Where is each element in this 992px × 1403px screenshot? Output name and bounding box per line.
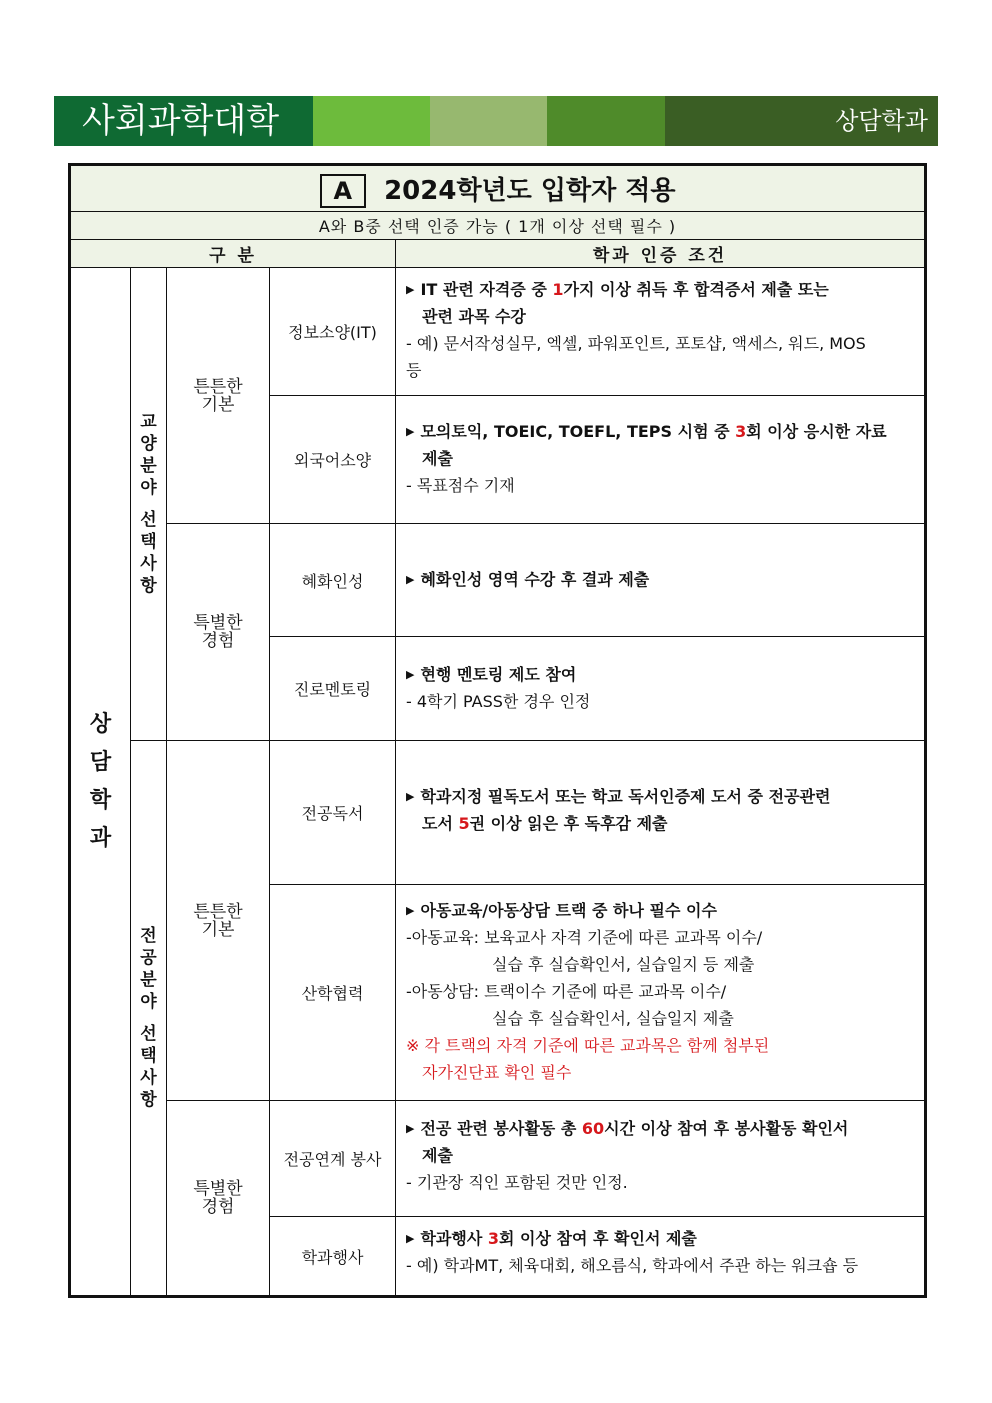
condition-it: ▶ IT 관련 자격증 중 1가지 이상 취득 후 합격증서 제출 또는 관련 과목 수강 - 예) 문서작성실무, 엑셀, 파워포인트, 포토샵, 액세스, 워드, MOS 등 bbox=[396, 268, 926, 396]
condition-industry-cooperation: ▶ 아동교육/아동상담 트랙 중 하나 필수 이수 -아동교육: 보육교사 자격 기준에 따른 교과목 이수/ 실습 후 실습확인서, 실습일지 등 제출 -아동상담: 트랙이수 기준에 따른 교과목 이수/ 실습 후 실습확인서, 실습일지 제출 ※ 각 트랙의 자격 기준에 따른 교과목은 함께 첨부된 자가진단표 확인 필수 bbox=[396, 885, 926, 1101]
item-volunteer: 전공연계 봉사 bbox=[270, 1101, 396, 1217]
college-title: 사회과학대학 bbox=[54, 96, 313, 146]
condition-major-reading: ▶ 학과지정 필독도서 또는 학교 독서인증제 도서 중 전공관련 도서 5권 이상 읽은 후 독후감 제출 bbox=[396, 741, 926, 885]
item-dept-event: 학과행사 bbox=[270, 1217, 396, 1297]
bullet-arrow-icon: ▶ bbox=[406, 425, 415, 438]
bullet-arrow-icon: ▶ bbox=[406, 283, 415, 296]
title-text: 2024학년도 입학자 적용 bbox=[384, 175, 676, 206]
banner-stripe bbox=[547, 96, 665, 146]
banner-stripe bbox=[430, 96, 547, 146]
condition-hyehwa: ▶ 혜화인성 영역 수강 후 결과 제출 bbox=[396, 524, 926, 637]
bullet-arrow-icon: ▶ bbox=[406, 668, 415, 681]
category-basic: 튼튼한 기본 bbox=[167, 268, 270, 524]
item-industry-cooperation: 산학협력 bbox=[270, 885, 396, 1101]
category-basic: 튼튼한 기본 bbox=[167, 741, 270, 1101]
bullet-arrow-icon: ▶ bbox=[406, 1232, 415, 1245]
column-header-division: 구 분 bbox=[70, 240, 396, 268]
item-hyehwa: 혜화인성 bbox=[270, 524, 396, 637]
certification-table bbox=[68, 163, 927, 1298]
table-subtitle: A와 B중 선택 인증 가능 ( 1개 이상 선택 필수 ) bbox=[70, 212, 926, 240]
category-special: 특별한 경험 bbox=[167, 1101, 270, 1297]
condition-volunteer: ▶ 전공 관련 봉사활동 총 60시간 이상 참여 후 봉사활동 확인서 제출 - 기관장 직인 포함된 것만 인정. bbox=[396, 1101, 926, 1217]
department-vertical-label: 상 담 학 과 bbox=[70, 268, 131, 1297]
item-mentoring: 진로멘토링 bbox=[270, 637, 396, 741]
column-header-condition: 학과 인증 조건 bbox=[396, 240, 926, 268]
condition-dept-event: ▶ 학과행사 3회 이상 참여 후 확인서 제출 - 예) 학과MT, 체육대회, 해오름식, 학과에서 주관 하는 워크숍 등 bbox=[396, 1217, 926, 1297]
bullet-arrow-icon: ▶ bbox=[406, 790, 415, 803]
banner-stripe bbox=[313, 96, 430, 146]
track-badge: A bbox=[320, 174, 367, 208]
table-title bbox=[70, 165, 926, 212]
bullet-arrow-icon: ▶ bbox=[406, 573, 415, 586]
item-major-reading: 전공독서 bbox=[270, 741, 396, 885]
bullet-arrow-icon: ▶ bbox=[406, 1122, 415, 1135]
department-title: 상담학과 bbox=[665, 96, 938, 146]
item-it: 정보소양(IT) bbox=[270, 268, 396, 396]
major-vertical-label: 전 공 분 야 선 택 사 항 bbox=[131, 741, 167, 1297]
header-banner bbox=[54, 96, 938, 146]
condition-mentoring: ▶ 현행 멘토링 제도 참여 - 4학기 PASS한 경우 인정 bbox=[396, 637, 926, 741]
item-foreign-language: 외국어소양 bbox=[270, 396, 396, 524]
category-special: 특별한 경험 bbox=[167, 524, 270, 741]
bullet-arrow-icon: ▶ bbox=[406, 904, 415, 917]
condition-foreign-language: ▶ 모의토익, TOEIC, TOEFL, TEPS 시험 중 3회 이상 응시한 자료 제출 - 목표점수 기재 bbox=[396, 396, 926, 524]
liberal-arts-vertical-label: 교 양 분 야 선 택 사 항 bbox=[131, 268, 167, 741]
